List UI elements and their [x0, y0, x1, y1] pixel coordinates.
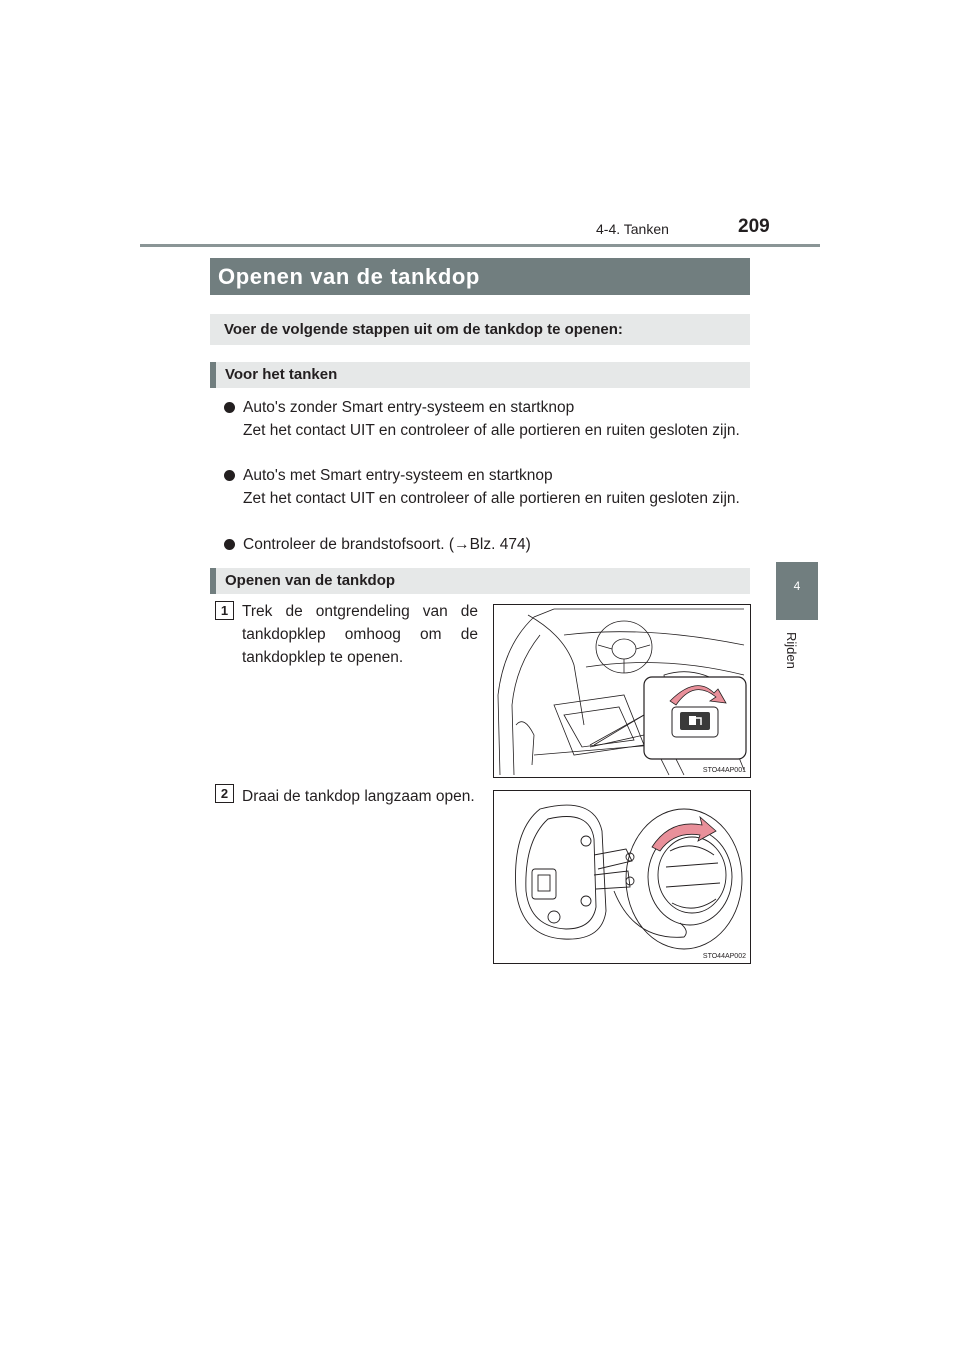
- chapter-tab: 4: [776, 562, 818, 620]
- bullet-icon: [224, 470, 235, 481]
- bullet-detail: Zet het contact UIT en controleer of alle portieren en ruiten gesloten zijn.: [243, 490, 740, 507]
- bullet-detail: Zet het contact UIT en controleer of alle portieren en ruiten gesloten zijn.: [243, 422, 740, 439]
- step-number: 2: [215, 784, 234, 803]
- subheading-opening: Openen van de tankdop: [210, 568, 750, 594]
- chapter-tab-label: Rijden: [784, 632, 799, 669]
- section-title: Openen van de tankdop: [210, 258, 750, 295]
- step-text: Draai de tankdop langzaam open.: [242, 788, 475, 805]
- figure-code: STO44AP001: [702, 767, 746, 774]
- list-item: [222, 464, 752, 510]
- chapter-label: 4-4. Tanken: [596, 221, 669, 237]
- step-number: 1: [215, 601, 234, 620]
- bullet-icon: [224, 539, 235, 550]
- page-number: 209: [738, 216, 770, 237]
- header-divider: [140, 244, 820, 247]
- figure-code: STO44AP002: [702, 953, 746, 960]
- illustration-fuel-cap: [493, 790, 751, 964]
- subheading-before-fueling: Voor het tanken: [210, 362, 750, 388]
- car-interior-illustration: [494, 605, 750, 777]
- bullet-title: Auto's zonder Smart entry-systeem en startknop: [243, 399, 575, 416]
- section-intro: Voer de volgende stappen uit om de tankdop te openen:: [210, 314, 750, 345]
- illustration-fuel-door-release: [493, 604, 751, 778]
- fuel-cap-illustration: [494, 791, 750, 963]
- bullet-icon: [224, 402, 235, 413]
- bullet-title: Auto's met Smart entry-systeem en startknop: [243, 467, 553, 484]
- bullet-title: Controleer de brandstofsoort. (→Blz. 474): [243, 536, 531, 553]
- list-item: [222, 396, 752, 442]
- step-text: Trek de ontgrendeling van de tankdopklep omhoog om de tankdopklep te openen.: [242, 603, 478, 666]
- list-item: [222, 533, 752, 556]
